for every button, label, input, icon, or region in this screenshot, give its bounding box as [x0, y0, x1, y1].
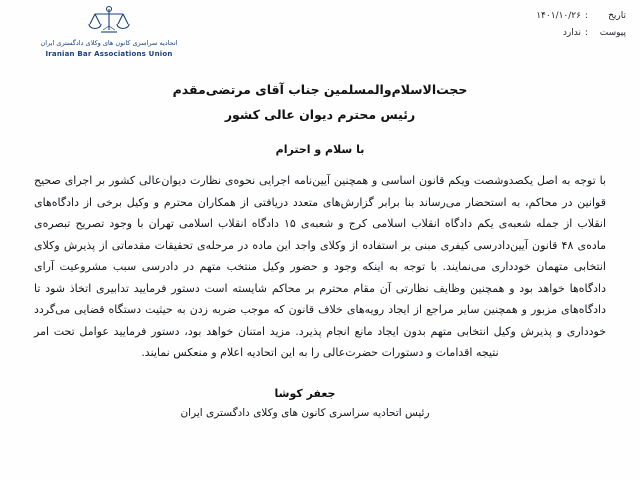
- addressee-line-1: حجت‌الاسلام‌والمسلمین جناب آقای مرتضی‌مقدم: [172, 82, 468, 97]
- attachment-value: ندارد: [562, 28, 581, 38]
- signatory-title: رئیس اتحادیه سراسری کانون های وکلای دادگستری ایران: [180, 406, 430, 419]
- scales-of-justice-emblem-icon: [86, 4, 132, 38]
- body-paragraph: با توجه به اصل یکصدوشصت ویکم قانون اساسی و همچنین آیین‌نامه اجرایی نحوه‌ی نظارت دیوان‌عالی کشور بر اجرای صحیح قوانین در محاکم، به استحضار می‌رساند بنا برابر گزارش‌های متعدد دریافتی از همکاران محترم و وکیل برخی از دادگاه‌های انقلاب از جمله شعبه‌ی یکم دادگاه انقلاب اسلامی کرج و شعبه‌ی ۱۵ دادگاه انقلاب اسلامی تهران با وجود تصریح تبصره‌ی ماده‌ی ۴۸ قانون آیین‌دادرسی کیفری مبنی بر استفاده از وکلای واجد این ماده در مرحله‌ی تحقیقات مقدماتی از پذیرش وکلای انتخابی متهمان خودداری می‌نمایند. با توجه به اینکه وجود و حضور وکیل منتخب متهم در دادرسی سبب مشروعیت آرای دادگاه‌ها خواهد بود و همچنین وظایف نظارتی آن مقام محترم بر محاکم شایسته است دستور فرمایید تدابیری اتخاذ شود تا دادگاه‌های مزبور و همچنین سایر مراجع از ایجاد رویه‌های خلاف قانون که موجب ضربه زدن به حیثیت دستگاه قضایی می‌گردد خودداری و پذیرش وکیل انتخابی متهم بدون ایجاد مانع انجام پذیرد. مزید امتنان خواهد بود، دستور فرمایید عوامل تحت امر نتیجه اقدامات و دستورات حضرت‌عالی را به این اتحادیه اعلام و منعکس نمایند.: [34, 174, 607, 359]
- attachment-separator: :: [584, 28, 588, 38]
- addressee-line-2: رئیس محترم دیوان عالی کشور: [224, 107, 416, 122]
- meta-row-date: [536, 8, 626, 25]
- signature-block: [34, 384, 606, 423]
- letter-header: [0, 0, 640, 64]
- meta-row-attachment: [536, 25, 626, 42]
- logo-english-text: Iranian Bar Associations Union: [45, 50, 173, 58]
- attachment-label: پیوست: [599, 28, 626, 38]
- letter-body: [0, 78, 640, 423]
- salutation-text: با سلام و احترام: [275, 143, 365, 156]
- addressee-block: [34, 78, 606, 126]
- date-label: تاریخ: [608, 11, 626, 21]
- date-separator: :: [584, 11, 588, 21]
- letter-meta: [536, 8, 626, 42]
- signatory-name: جعفر کوشا: [274, 386, 336, 400]
- date-value: ۱۴۰۱/۱۰/۲۶: [536, 11, 581, 21]
- logo-persian-text: اتحادیه سراسری کانون های وکلای دادگستری ایران: [40, 39, 178, 47]
- organization-logo: [14, 4, 204, 59]
